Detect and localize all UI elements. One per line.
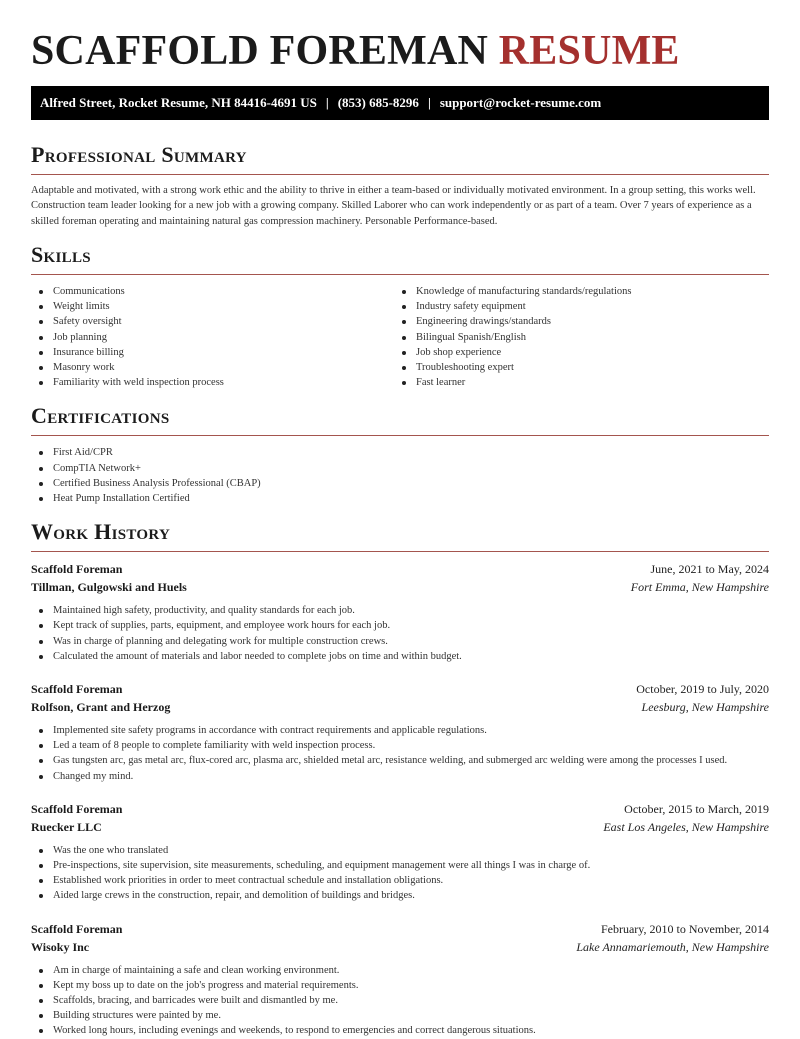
list-item: Communications <box>31 284 394 299</box>
list-item: Industry safety equipment <box>394 299 757 314</box>
list-item: Calculated the amount of materials and labor needed to complete jobs on time and within budget. <box>31 649 769 664</box>
skills-heading: Skills <box>31 242 769 275</box>
list-item: Established work priorities in order to meet contractual schedule and installation obligations. <box>31 873 769 888</box>
skills-section <box>31 242 769 390</box>
title-main: SCAFFOLD FOREMAN <box>31 28 489 74</box>
work-history-heading: Work History <box>31 519 769 552</box>
contact-address: Alfred Street, Rocket Resume, NH 84416-4691 US <box>40 95 317 110</box>
job-entry <box>31 561 769 664</box>
job-title: Scaffold Foreman <box>31 681 123 696</box>
list-item: Masonry work <box>31 360 394 375</box>
list-item: Troubleshooting expert <box>394 360 757 375</box>
job-company: Wisoky Inc <box>31 939 90 954</box>
contact-email[interactable]: support@rocket-resume.com <box>439 95 602 110</box>
contact-separator: | <box>325 95 329 110</box>
list-item: Safety oversight <box>31 314 394 329</box>
job-location: Lake Annamariemouth, New Hampshire <box>576 939 769 954</box>
job-subheader <box>31 939 769 955</box>
job-header <box>31 921 769 937</box>
jobs-list <box>31 561 769 1038</box>
job-bullets <box>31 723 769 784</box>
list-item: Gas tungsten arc, gas metal arc, flux-cored arc, plasma arc, shielded metal arc, resistance welding, and submerged arc welding were among the processes I used. <box>31 753 769 768</box>
list-item: Changed my mind. <box>31 769 769 784</box>
list-item: Was in charge of planning and delegating work for multiple construction crews. <box>31 634 769 649</box>
job-bullets <box>31 843 769 904</box>
list-item: Weight limits <box>31 299 394 314</box>
list-item: Maintained high safety, productivity, and quality standards for each job. <box>31 603 769 618</box>
job-company: Tillman, Gulgowski and Huels <box>31 580 187 595</box>
list-item: Kept my boss up to date on the job's progress and material requirements. <box>31 978 769 993</box>
list-item: Certified Business Analysis Professional (CBAP) <box>31 476 769 491</box>
list-item: Pre-inspections, site supervision, site measurements, scheduling, and equipment management were all things I was in charge of. <box>31 858 769 873</box>
contact-phone[interactable]: (853) 685-8296 <box>337 95 419 110</box>
job-header <box>31 561 769 577</box>
list-item: Am in charge of maintaining a safe and clean working environment. <box>31 963 769 978</box>
contact-separator: | <box>427 95 431 110</box>
job-company: Ruecker LLC <box>31 819 102 834</box>
job-title: Scaffold Foreman <box>31 921 123 936</box>
resume-page <box>31 0 769 1039</box>
job-subheader <box>31 819 769 835</box>
list-item: Engineering drawings/standards <box>394 314 757 329</box>
list-item: Worked long hours, including evenings and weekends, to respond to emergencies and correct dangerous situations. <box>31 1023 769 1038</box>
job-subheader <box>31 579 769 595</box>
certifications-section <box>31 403 769 506</box>
list-item: Implemented site safety programs in accordance with contract requirements and applicable regulations. <box>31 723 769 738</box>
list-item: Knowledge of manufacturing standards/regulations <box>394 284 757 299</box>
certifications-list <box>31 445 769 506</box>
job-title: Scaffold Foreman <box>31 562 123 577</box>
job-location: Fort Emma, New Hampshire <box>630 580 769 595</box>
list-item: Kept track of supplies, parts, equipment, and employee work hours for each job. <box>31 618 769 633</box>
job-bullets <box>31 603 769 664</box>
title-accent: RESUME <box>498 28 680 74</box>
job-entry <box>31 921 769 1039</box>
list-item: Led a team of 8 people to complete familiarity with weld inspection process. <box>31 738 769 753</box>
summary-heading: Professional Summary <box>31 142 769 175</box>
job-dates: June, 2021 to May, 2024 <box>650 562 769 577</box>
skills-right-column <box>394 284 757 390</box>
job-dates: October, 2019 to July, 2020 <box>636 681 769 696</box>
skills-left-column <box>31 284 394 390</box>
job-entry <box>31 801 769 904</box>
job-location: Leesburg, New Hampshire <box>641 699 769 714</box>
list-item: Job shop experience <box>394 345 757 360</box>
list-item: Heat Pump Installation Certified <box>31 491 769 506</box>
list-item: CompTIA Network+ <box>31 461 769 476</box>
contact-bar <box>31 86 769 120</box>
work-history-section <box>31 519 769 1038</box>
job-header <box>31 801 769 817</box>
job-entry <box>31 681 769 784</box>
job-dates: October, 2015 to March, 2019 <box>624 801 769 816</box>
certifications-heading: Certifications <box>31 403 769 436</box>
list-item: Scaffolds, bracing, and barricades were built and dismantled by me. <box>31 993 769 1008</box>
list-item: Aided large crews in the construction, repair, and demolition of buildings and bridges. <box>31 888 769 903</box>
list-item: Insurance billing <box>31 345 394 360</box>
list-item: Building structures were painted by me. <box>31 1008 769 1023</box>
skills-columns <box>31 284 769 390</box>
summary-text: Adaptable and motivated, with a strong work ethic and the ability to thrive in either a team-based or individually motivated environment. In a group setting, this works well. Construction team leader looking for a new job with a growing company. Skilled Laborer who can work independently or as part of a team. Over 7 years of experience as a skilled foreman operating and maintaining natural gas compression machinery. Personable Performance-based. <box>31 185 756 227</box>
job-header <box>31 681 769 697</box>
summary-section <box>31 142 769 229</box>
job-title: Scaffold Foreman <box>31 801 123 816</box>
list-item: First Aid/CPR <box>31 445 769 460</box>
job-location: East Los Angeles, New Hampshire <box>603 819 769 834</box>
job-dates: February, 2010 to November, 2014 <box>600 921 769 936</box>
list-item: Job planning <box>31 330 394 345</box>
job-bullets <box>31 963 769 1039</box>
list-item: Bilingual Spanish/English <box>394 330 757 345</box>
job-company: Rolfson, Grant and Herzog <box>31 699 171 714</box>
list-item: Was the one who translated <box>31 843 769 858</box>
list-item: Fast learner <box>394 375 757 390</box>
job-subheader <box>31 699 769 715</box>
list-item: Familiarity with weld inspection process <box>31 375 394 390</box>
resume-title <box>31 0 769 85</box>
